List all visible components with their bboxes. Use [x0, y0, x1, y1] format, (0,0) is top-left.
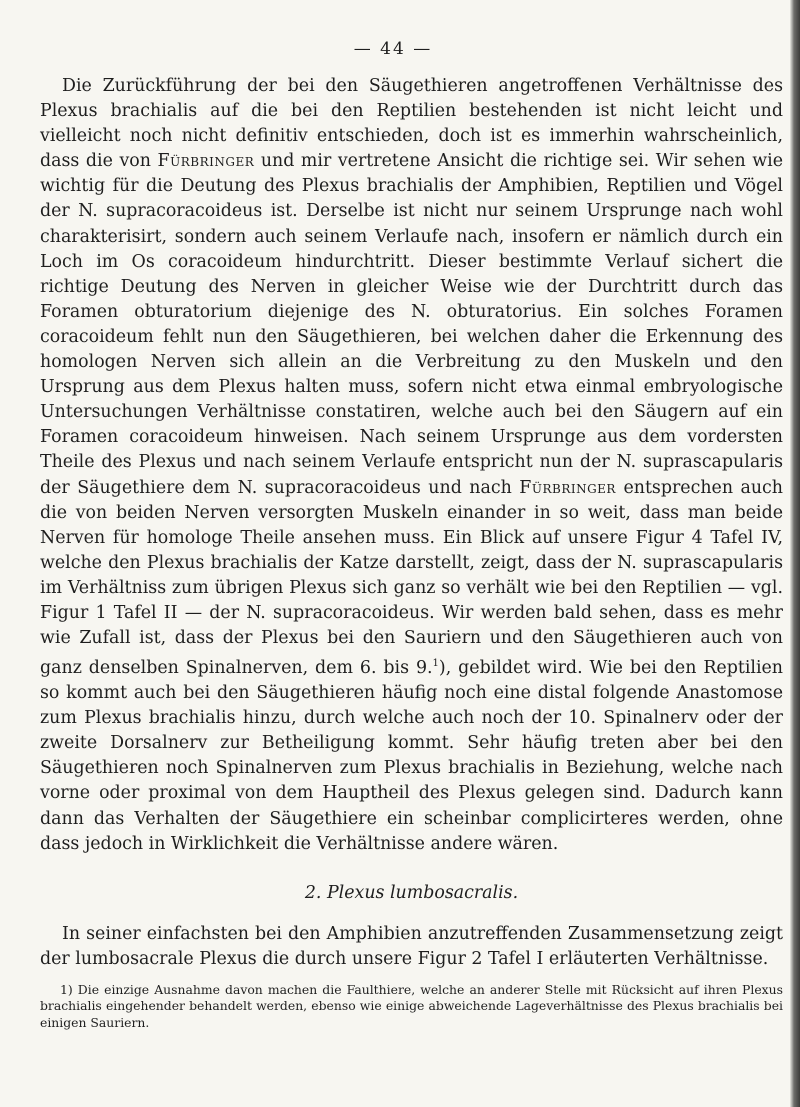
footnote: [40, 982, 783, 1031]
paragraph-plexus-lumbosacralis: In seiner einfachsten bei den Amphibien anzutreffenden Zusammensetzung zeigt der lumbosacrale Plexus die durch unsere Figur 2 Tafel I erläuterten Verhältnisse.: [40, 923, 783, 969]
paragraph1-text-2: und mir vertretene Ansicht die richtige sei. Wir sehen wie wichtig für die Deutung des Plexus brachialis der Amphibien, Reptilien und Vögel der N. supracoracoideus ist. Derselbe ist nicht nur seinem Ursprunge nach wohl charakterisirt, sondern auch seinem Verlaufe nach, insofern er nämlich durch ein Loch im Os coracoideum hindurchtritt. Dieser bestimmte Verlauf sichert die richtige Deutung des Nerven in gleicher Weise wie der Durchtritt durch das Foramen obturatorium diejenige des N. obturatorius. Ein solches Foramen coracoideum fehlt nun den Säugethieren, bei welchen daher die Erkennung des homologen Nerven sich allein an die Verbreitung zu den Muskeln und den Ursprung aus dem Plexus halten muss, sofern nicht etwa einmal embryologische Untersuchungen Verhältnisse constatiren, welche auch bei den Säugern auf ein Foramen coracoideum hinweisen. Nach seinem Ursprunge aus dem vordersten Theile des Plexus und nach seinem Verlaufe entspricht nun der N. suprascapularis der Säugethiere dem N. supracoracoideus und nach: [40, 151, 783, 498]
footnote-reference: 1: [432, 658, 439, 670]
paragraph-plexus-brachialis: [40, 74, 783, 857]
author-fuerbringer-2: Fürbringer: [519, 477, 616, 498]
footnote-number: 1): [60, 981, 73, 997]
paragraph1-text-4: ), gebildet wird. Wie bei den Reptilien so kommt auch bei den Säugethieren häufig noch eine distal folgende Anastomose zum Plexus brachialis hinzu, durch welche auch noch der 10. Spinalnerv oder der zweite Dorsalnerv zur Betheiligung kommt. Sehr häufig treten aber bei den Säugethieren noch Spinalnerven zum Plexus brachialis in Beziehung, welche nach vorne oder proximal von dem Hauptheil des Plexus gelegen sind. Dadurch kann dann das Verhalten der Säugethiere ein scheinbar complicirteres werden, ohne dass jedoch in Wirklichkeit die Verhältnisse andere wären.: [40, 657, 784, 854]
page-body: [40, 74, 783, 1031]
author-fuerbringer: Fürbringer: [157, 151, 255, 172]
footnote-spacer: [40, 972, 783, 982]
page-edge-shadow: [790, 0, 800, 1107]
section-heading: 2. Plexus lumbosacralis.: [304, 882, 519, 903]
footnote-text: Die einzige Ausnahme davon machen die Faulthiere, welche an anderer Stelle mit Rücksicht auf ihren Plexus brachialis eingehender behandelt werden, ebenso wie einige abweichende Lageverhältnisse des Plexus brachialis bei einigen Sauriern.: [40, 981, 783, 1030]
page-number-header: — 44 —: [353, 39, 433, 59]
paragraph1-text-3: entsprechen auch die von beiden Nerven versorgten Muskeln einander in so weit, dass man beide Nerven für homologe Theile ansehen muss. Ein Blick auf unsere Figur 4 Tafel IV, welche den Plexus brachialis der Katze darstellt, zeigt, dass der N. suprascapularis im Verhältniss zum übrigen Plexus sich ganz so verhält wie bei den Reptilien — vgl. Figur 1 Tafel II — der N. supracoracoideus. Wir werden bald sehen, dass es mehr wie Zufall ist, dass der Plexus bei den Sauriern und den Säugethieren auch von ganz denselben Spinalnerven, dem 6. bis 9.: [40, 477, 783, 678]
paragraph1-text-1: Die Zurückführung der bei den Säugethieren angetroffenen Verhältnisse des Plexus brachialis auf die bei den Reptilien bestehenden ist nicht leicht und vielleicht noch nicht definitiv entschieden, doch ist es immerhin wahrscheinlich, dass die von: [40, 76, 783, 172]
